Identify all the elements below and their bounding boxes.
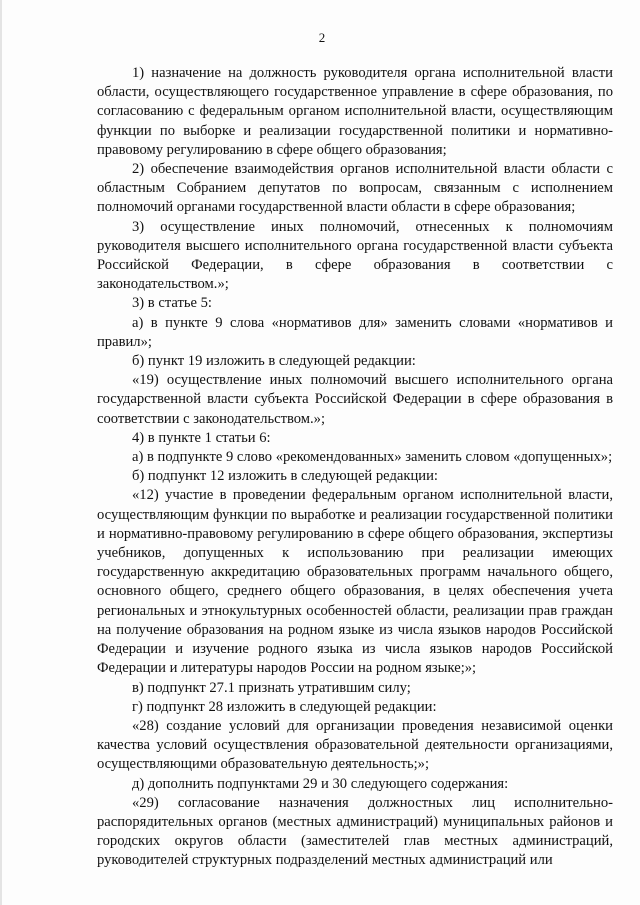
paragraph-9: а) в подпункте 9 слово «рекомендованных» заменить словом «допущенных»; xyxy=(132,449,613,466)
paragraph-7: «19) осуществление иных полномочий высшего исполнительного органа государственной власти субъекта Российской Федерации в сфере образования в соответствии с законодательством.»; xyxy=(97,372,613,427)
document-body xyxy=(97,64,613,871)
paragraph-10: б) подпункт 12 изложить в следующей редакции: xyxy=(132,468,438,485)
paragraph-15: д) дополнить подпунктами 29 и 30 следующего содержания: xyxy=(132,775,509,792)
paragraph-12: в) подпункт 27.1 признать утратившим силу; xyxy=(132,679,411,696)
page-number: 2 xyxy=(318,30,326,45)
paragraph-16: «29) согласование назначения должностных лиц исполнительно-распорядительных органов (местных администраций) муниципальных районов и городских округов области (заместителей глав местных администраций, руководителей структурных подразделений местных администраций или xyxy=(97,794,613,869)
paragraph-2: 2) обеспечение взаимодействия органов исполнительной власти области с областным Собранием депутатов по вопросам, связанным с исполнением полномочий органами государственной власти области в сфере образования; xyxy=(97,161,613,216)
paragraph-6: б) пункт 19 изложить в следующей редакции: xyxy=(132,353,416,370)
paragraph-13: г) подпункт 28 изложить в следующей редакции: xyxy=(132,698,437,715)
paragraph-1: 1) назначение на должность руководителя органа исполнительной власти области, осуществляющего государственное управление в сфере образования, по согласованию с федеральным органом исполнительной власти, осуществляющим функции по выборке и реализации государственной политики и нормативно-правовому регулированию в сфере общего образования; xyxy=(97,65,613,158)
paragraph-14: «28) создание условий для организации проведения независимой оценки качества условий осуществления образовательной деятельности организациями, осуществляющими образовательную деятельность;»; xyxy=(97,717,613,773)
paragraph-11: «12) участие в проведении федеральным органом исполнительной власти, осуществляющим функции по выработке и реализации государственной политики и нормативно-правовому регулированию в сфере общего образования, экспертизы учебников, допущенных к использованию при реализации имеющих государственную аккредитацию образовательных программ начального общего, основного общего, среднего общего образования, в целях обеспечения учета региональных и этнокультурных особенностей области, реализации прав граждан на получение образования на родном языке из числа языков народов Российской Федерации и изучение родного языка из числа языков народов Российской Федерации и литературы народов России на родном языке;»; xyxy=(97,487,613,677)
paragraph-5: а) в пункте 9 слова «нормативов для» заменить словами «нормативов и правил»; xyxy=(97,314,613,350)
paragraph-3: 3) осуществление иных полномочий, отнесенных к полномочиям руководителя высшего исполнительного органа государственной власти субъекта Российской Федерации, в сфере образования в соответствии с законодательством.»; xyxy=(97,218,613,293)
paragraph-8: 4) в пункте 1 статьи 6: xyxy=(132,429,271,446)
paragraph-4: 3) в статье 5: xyxy=(132,295,212,312)
